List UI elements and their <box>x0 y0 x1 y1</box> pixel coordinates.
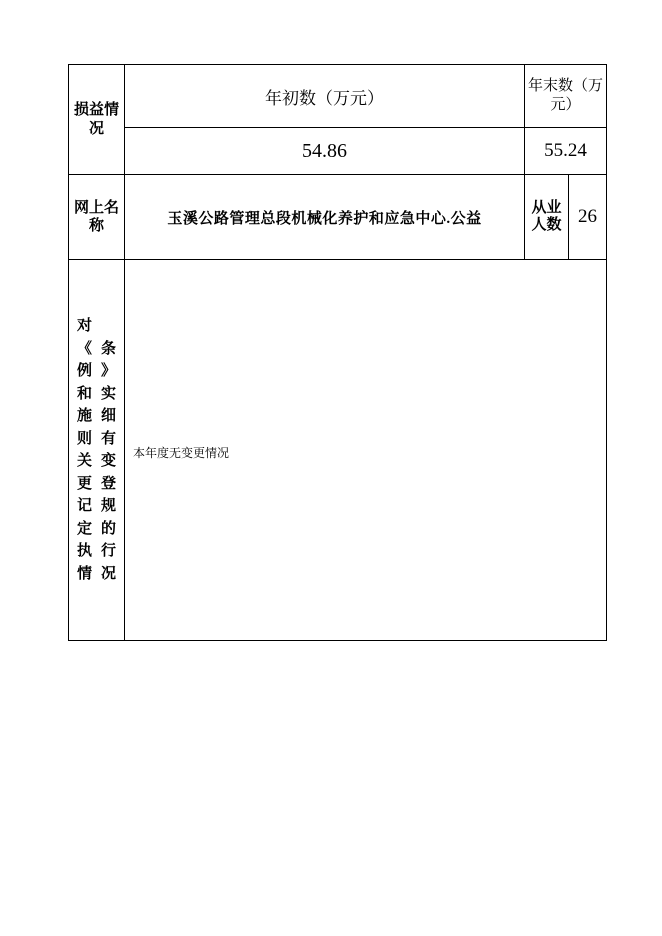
end-amount-header: 年末数（万元） <box>528 78 604 113</box>
end-amount-value: 55.24 <box>544 140 587 161</box>
profit-status-label: 损益情况 <box>73 101 119 137</box>
table-row <box>69 128 607 175</box>
staff-count-label: 从业人数 <box>531 199 562 233</box>
end-amount-value-cell <box>525 128 607 175</box>
table-row <box>69 175 607 260</box>
begin-amount-header-cell <box>125 65 525 128</box>
website-name-label-cell <box>69 175 125 260</box>
regulation-execution-content-cell <box>125 260 607 641</box>
website-name-label: 网上名称 <box>73 200 119 234</box>
table-row <box>69 65 607 128</box>
website-name-value-cell <box>125 175 525 260</box>
staff-count-value-cell <box>569 175 607 260</box>
table-row <box>69 260 607 641</box>
annual-report-table <box>68 64 607 641</box>
staff-count-label-cell <box>525 175 569 260</box>
begin-amount-value-cell <box>125 128 525 175</box>
website-name-value: 玉溪公路管理总段机械化养护和应急中心.公益 <box>167 210 482 227</box>
begin-amount-header: 年初数（万元） <box>265 88 384 108</box>
profit-status-label-cell <box>69 65 125 175</box>
regulation-execution-content: 本年度无变更情况 <box>133 445 230 460</box>
regulation-execution-label: 对《条例》和实施细则有关变更登记规定的执行情况 <box>77 318 116 582</box>
begin-amount-value: 54.86 <box>302 139 347 162</box>
regulation-execution-label-cell <box>69 260 125 641</box>
end-amount-header-cell <box>525 65 607 128</box>
staff-count-value: 26 <box>578 206 597 227</box>
